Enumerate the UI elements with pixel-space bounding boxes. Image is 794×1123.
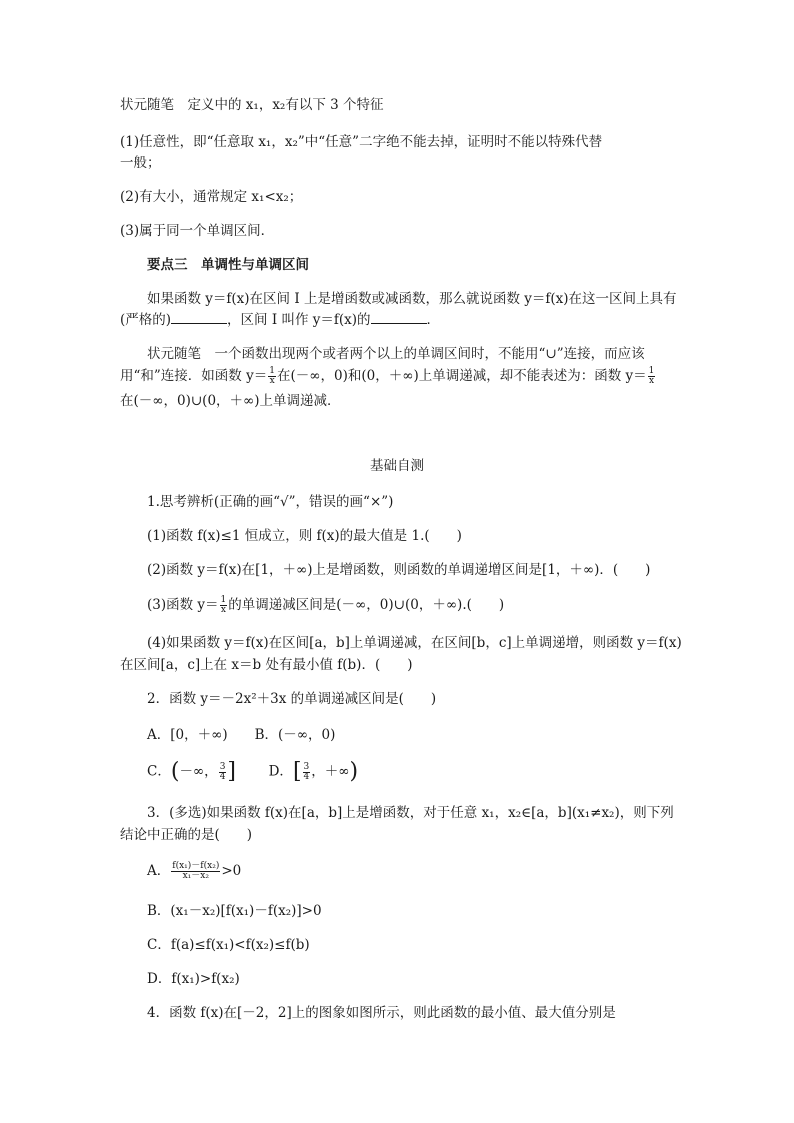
q3-option-a [147,862,241,881]
note1-item1-line1: (1)任意性，即“任意取 x₁，x₂”中“任意”二字绝不能去掉，证明时不能以特殊代替 [120,134,603,150]
note1-item1-line2: 一般； [120,155,161,171]
q2-c-label: C． [147,763,171,780]
note2-line3: 在(－∞，0)∪(0，＋∞)上单调递减． [120,393,341,409]
fraction-3-over-4 [219,763,227,782]
q1-statement-2: (2)函数 y＝f(x)在[1，＋∞)上是增函数，则函数的单调递增区间是[1，＋∞)．( ) [147,562,651,578]
q3-a-tail: >0 [221,863,242,879]
q1-statement-4-line1: (4)如果函数 y＝f(x)在区间[a，b]上单调递减，在区间[b，c]上单调递增，则函数 y＝f(x) [147,635,682,651]
open-paren: ( [170,759,180,784]
q2-d-label: D． [268,763,293,780]
open-bracket: [ [292,759,302,784]
point3-line2-b: ，区间 I 叫作 y＝f(x)的 [227,312,371,328]
q2-c-left: －∞， [179,763,218,780]
note1-title: 状元随笔 定义中的 x₁，x₂有以下 3 个特征 [120,97,384,113]
point3-line2-c: ． [426,312,441,328]
fraction-den: 4 [303,771,310,782]
q2-stem: 2．函数 y＝－2x²＋3x 的单调递减区间是( ) [147,691,437,707]
fraction-den: x [648,376,655,386]
q1-statement-1: (1)函数 f(x)≤1 恒成立，则 f(x)的最大值是 1.( ) [147,528,462,544]
note1-item3: (3)属于同一个单调区间． [120,223,275,239]
fraction-difference-quotient [171,862,220,881]
fraction-num: 1 [648,366,655,376]
close-bracket: ] [227,759,237,784]
blank-1 [171,311,227,324]
q3-option-d: D．f(x₁)>f(x₂) [147,971,240,987]
point3-heading: 要点三 单调性与单调区间 [147,257,309,273]
blank-2 [371,311,427,324]
q3-option-c: C．f(a)≤f(x₁)<f(x₂)≤f(b) [147,937,310,953]
q1-statement-4-line2: 在区间[a，c]上在 x＝b 处有最小值 f(b)．( ) [120,657,413,673]
q2-d-right: ，＋∞ [311,763,350,780]
fraction-1-over-x [648,367,656,386]
note2-line2 [120,367,656,386]
q4-stem: 4．函数 f(x)在[－2，2]上的图象如图所示，则此函数的最小值、最大值分别是 [147,1005,616,1021]
q3-option-b: B．(x₁－x₂)[f(x₁)－f(x₂)]>0 [147,903,322,919]
fraction-den: 4 [219,771,226,782]
section-title: 基础自测 [370,458,424,474]
fraction-den: x [269,376,275,386]
note2-line2-a: 用“和”连接．如函数 y＝ [120,368,268,384]
q3-stem-line2: 结论中正确的是( ) [120,827,253,843]
fraction-1-over-x [220,596,228,615]
fraction-den: x [220,605,226,615]
fraction-num: 1 [220,595,227,605]
close-paren: ) [349,759,359,784]
note2-line1: 状元随笔 一个函数出现两个或者两个以上的单调区间时，不能用“∪”连接，而应该 [147,346,645,362]
q2-options-ab: A．[0，＋∞) B．(－∞，0) [147,727,336,743]
note2-line2-b: 在(－∞，0)和(0，＋∞)上单调递减，却不能表述为：函数 y＝ [276,368,647,384]
fraction-3-over-4 [303,763,311,782]
fraction-1-over-x [268,367,276,386]
fraction-num: 1 [269,366,275,376]
q2-options-cd [147,759,359,784]
point3-line2 [120,311,440,329]
fraction-num: 3 [303,761,310,772]
q1-stem: 1.思考辨析(正确的画“√”，错误的画“×”) [147,494,394,510]
note1-item2: (2)有大小，通常规定 x₁<x₂； [120,189,303,205]
q3-a-label: A． [147,863,171,879]
point3-line2-a: (严格的) [120,312,172,328]
fraction-num: f(x₁)－f(x₂) [172,861,220,871]
point3-line1: 如果函数 y＝f(x)在区间 I 上是增函数或减函数，那么就说函数 y＝f(x)在这一区间上具有 [147,291,677,307]
q1-statement-3 [147,596,504,615]
fraction-num: 3 [219,761,226,772]
fraction-den: x₁－x₂ [182,871,209,881]
q1-s3-a: (3)函数 y＝ [147,597,219,613]
q1-s3-b: 的单调递减区间是(－∞，0)∪(0，＋∞).( ) [228,597,505,613]
q3-stem-line1: 3．(多选)如果函数 f(x)在[a，b]上是增函数，对于任意 x₁，x₂∈[a，b](x₁≠x₂)，则下列 [147,805,674,821]
